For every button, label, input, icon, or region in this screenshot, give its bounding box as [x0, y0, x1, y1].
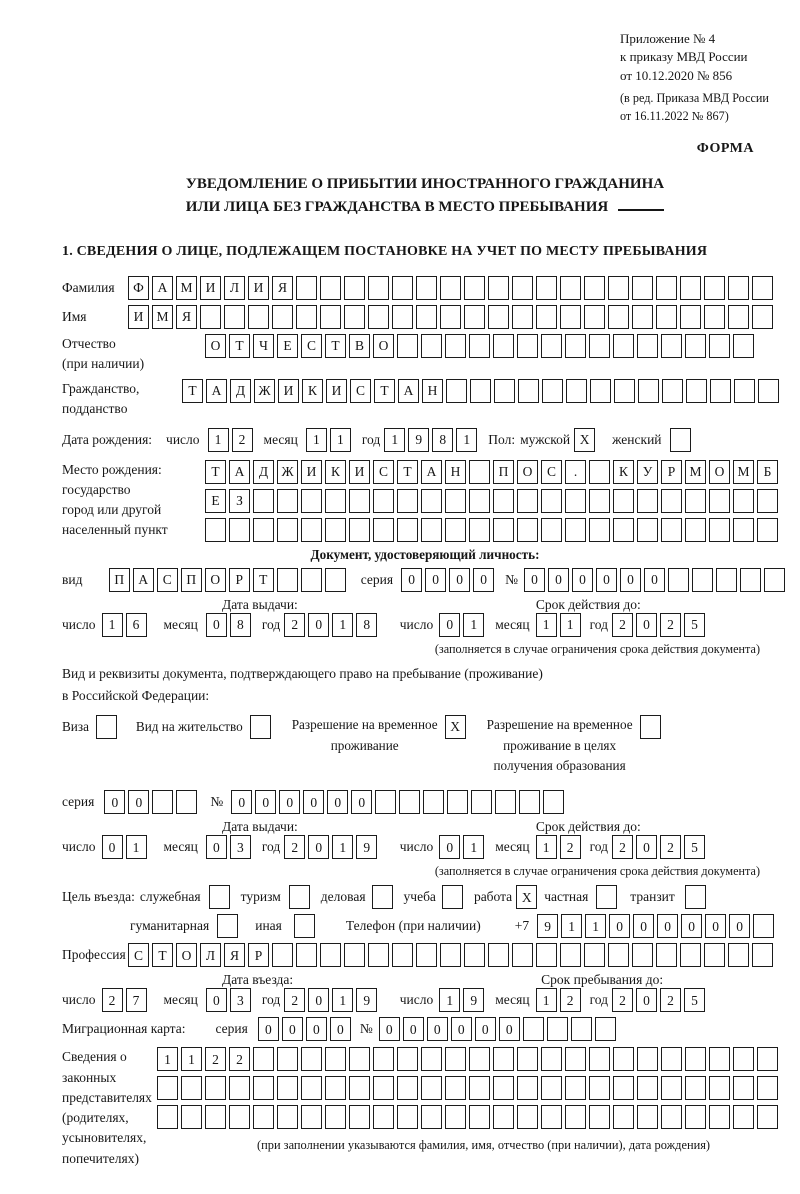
citizenship-input[interactable]: Т А Д Ж И К И С Т А Н: [182, 379, 782, 403]
temp-permit-edu-checkbox[interactable]: [640, 715, 664, 739]
day-label: число: [166, 431, 200, 447]
permit-until-month-input[interactable]: 1 2: [536, 835, 584, 859]
doc-type-label: вид: [62, 571, 83, 587]
legal-reps-note: (при заполнении указываются фамилия, имя, отчество (при наличии), дата рождения): [257, 1138, 711, 1153]
birthplace-label: Место рождения: государство город или другой населенный пункт: [62, 461, 168, 538]
doc-issue-date-label: Дата выдачи:: [222, 596, 298, 612]
permit-number-label: №: [210, 794, 224, 810]
legal-reps-input-row1[interactable]: 1 1 2 2: [157, 1047, 781, 1071]
purpose-row2: [62, 914, 788, 938]
year-label: год: [261, 992, 281, 1008]
residence-permit-option: [136, 715, 274, 739]
temp-permit-option: [292, 715, 469, 756]
day-label: число: [399, 616, 434, 632]
doc-number-label: №: [505, 571, 518, 587]
year-label: год: [261, 839, 281, 855]
purpose-work-label: работа: [473, 889, 513, 905]
doc-valid-until-label: Срок действия до:: [535, 596, 641, 612]
temp-permit-checkbox[interactable]: X: [445, 715, 469, 739]
purpose-work-checkbox[interactable]: X: [516, 885, 540, 909]
birthplace-input-row3[interactable]: [205, 518, 781, 542]
entry-day-input[interactable]: 2 7: [102, 988, 150, 1012]
day-label: число: [399, 839, 434, 855]
doc-issue-year-input[interactable]: 2 0 1 8: [284, 613, 380, 637]
month-label: месяц: [495, 839, 530, 855]
birth-day-input[interactable]: 1 2: [208, 428, 256, 452]
day-label: число: [62, 839, 96, 855]
purpose-humanitarian-label: гуманитарная: [130, 918, 210, 934]
birth-month-input[interactable]: 1 1: [306, 428, 354, 452]
entry-year-input[interactable]: 2 0 1 9: [284, 988, 380, 1012]
doc-until-month-input[interactable]: 1 1: [536, 613, 584, 637]
doc-dates-row: [62, 613, 788, 637]
profession-label: Профессия: [62, 947, 126, 963]
id-doc-row: [62, 568, 788, 592]
migration-card-label: Миграционная карта:: [62, 1021, 186, 1037]
doc-date-headers: [62, 597, 788, 613]
doc-until-day-input[interactable]: 0 1: [439, 613, 487, 637]
month-label: месяц: [263, 431, 298, 447]
sex-label: Пол:: [488, 431, 516, 447]
phone-prefix: +7: [514, 918, 530, 934]
visa-checkbox[interactable]: [96, 715, 120, 739]
month-label: месяц: [495, 616, 530, 632]
id-doc-heading: Документ, удостоверяющий личность:: [310, 546, 540, 562]
permit-issue-year-input[interactable]: 2 0 1 9: [284, 835, 380, 859]
day-label: число: [62, 616, 96, 632]
birthplace-input-row1[interactable]: Т А Д Ж И К И С Т А Н П О С . К У Р М О М Б: [205, 460, 781, 484]
purpose-study-checkbox[interactable]: [442, 885, 466, 909]
purpose-other-checkbox[interactable]: [294, 914, 318, 938]
month-label: месяц: [163, 992, 198, 1008]
given-name-row: [62, 305, 788, 329]
ref-line: к приказу МВД России: [620, 49, 748, 65]
female-label: женский: [612, 431, 662, 447]
entry-month-input[interactable]: 0 3: [206, 988, 254, 1012]
mig-number-label: №: [359, 1021, 373, 1037]
residence-doc-paragraph: Вид и реквизиты документа, подтверждающего право на пребывание (проживание) в Российской Федерации:: [62, 665, 543, 703]
form-title: [62, 173, 788, 220]
male-checkbox[interactable]: X: [574, 428, 598, 452]
residence-permit-label: Вид на жительство: [135, 719, 243, 735]
doc-type-input[interactable]: П А С П О Р Т: [109, 568, 349, 592]
year-label: год: [589, 616, 608, 632]
entry-date-headers: [62, 972, 788, 988]
ref-line: от 10.12.2020 № 856: [620, 67, 733, 83]
residence-permit-checkbox[interactable]: [250, 715, 274, 739]
form-title-line2: ИЛИ ЛИЦА БЕЗ ГРАЖДАНСТВА В МЕСТО ПРЕБЫВАНИЯ: [185, 199, 609, 216]
temp-permit-edu-option: [487, 715, 664, 776]
month-label: месяц: [163, 616, 198, 632]
permit-until-year-input[interactable]: 2 0 2 5: [612, 835, 708, 859]
year-label: год: [589, 992, 608, 1008]
doc-until-year-input[interactable]: 2 0 2 5: [612, 613, 708, 637]
mig-number-input[interactable]: 0 0 0 0 0 0: [379, 1017, 619, 1041]
doc-series-input[interactable]: 0 0 0 0: [401, 568, 497, 592]
permit-series-label: серия: [62, 794, 95, 810]
purpose-other-label: иная: [255, 918, 282, 934]
visa-label: Виза: [62, 719, 89, 735]
legal-reps-row: [62, 1047, 788, 1169]
stay-until-label: Срок пребывания до:: [541, 972, 664, 988]
temp-permit-edu-label: Разрешение на временное проживание в целях получения образования: [486, 717, 633, 773]
purpose-label: Цель въезда:: [62, 889, 135, 905]
surname-label: Фамилия: [62, 279, 115, 295]
permit-series-row: [62, 790, 788, 814]
purpose-official-checkbox[interactable]: [209, 885, 233, 909]
purpose-private-checkbox[interactable]: [596, 885, 620, 909]
legal-reps-input-row3[interactable]: [157, 1105, 781, 1129]
mig-series-label: серия: [215, 1021, 248, 1037]
year-label: год: [361, 431, 381, 447]
day-label: число: [399, 992, 434, 1008]
stay-until-month-input[interactable]: 1 2: [536, 988, 584, 1012]
purpose-private-label: частная: [544, 889, 589, 905]
profession-row: [62, 943, 788, 967]
month-label: месяц: [495, 992, 530, 1008]
given-name-label: Имя: [62, 308, 87, 324]
birthdate-row: [62, 428, 788, 452]
birthplace-row: [62, 460, 788, 542]
permit-issue-month-input[interactable]: 0 3: [206, 835, 254, 859]
purpose-study-label: учеба: [403, 889, 436, 905]
ref-line-edition: (в ред. Приказа МВД России: [620, 91, 769, 106]
residence-doc-checkboxes: [62, 715, 788, 776]
blank-line: [618, 197, 664, 211]
entry-date-label: Дата въезда:: [222, 972, 294, 988]
day-label: число: [62, 992, 96, 1008]
permit-valid-note: (заполняется в случае ограничения срока действия документа): [434, 864, 760, 879]
phone-label: Телефон (при наличии): [345, 918, 481, 934]
doc-valid-note: (заполняется в случае ограничения срока действия документа): [434, 641, 760, 656]
legal-reps-input-row2[interactable]: [157, 1076, 781, 1100]
permit-date-headers: [62, 819, 788, 835]
entry-purpose-row: [62, 885, 788, 909]
year-label: год: [261, 616, 281, 632]
ref-line: Приложение № 4: [620, 31, 716, 46]
doc-number-input[interactable]: 0 0 0 0 0 0: [524, 568, 788, 592]
patronymic-label: Отчество (при наличии): [62, 335, 145, 371]
birthplace-input-row2[interactable]: Е З: [205, 489, 781, 513]
female-checkbox[interactable]: [670, 428, 694, 452]
phone-input[interactable]: 9 1 1 0 0 0 0 0 0: [537, 914, 777, 938]
visa-option: [62, 715, 120, 739]
permit-series-input[interactable]: 0 0: [104, 790, 200, 814]
permit-valid-until-label: Срок действия до:: [535, 819, 641, 835]
doc-series-label: серия: [360, 571, 394, 587]
doc-issue-month-input[interactable]: 0 8: [206, 613, 254, 637]
given-name-input[interactable]: И М Я: [128, 305, 776, 329]
citizenship-label: Гражданство, подданство: [62, 381, 140, 417]
form-title-line1: УВЕДОМЛЕНИЕ О ПРИБЫТИИ ИНОСТРАННОГО ГРАЖДАНИНА: [185, 176, 665, 193]
permit-number-input[interactable]: 0 0 0 0 0 0: [231, 790, 567, 814]
temp-permit-label: Разрешение на временное проживание: [291, 717, 438, 753]
legal-reps-label: Сведения о законных представителях (родителях, усыновителях, попечителях): [62, 1049, 152, 1166]
forma-label: ФОРМА: [696, 141, 754, 157]
male-label: мужской: [520, 431, 571, 447]
surname-row: [62, 276, 788, 300]
patronymic-input[interactable]: О Т Ч Е С Т В О: [205, 334, 757, 358]
migration-card-row: [62, 1017, 788, 1041]
profession-input[interactable]: С Т О Л Я Р: [128, 943, 776, 967]
birthdate-label: Дата рождения:: [62, 431, 153, 447]
ref-line-edition: от 16.11.2022 № 867): [620, 108, 729, 123]
section1-heading: 1. СВЕДЕНИЯ О ЛИЦЕ, ПОДЛЕЖАЩЕМ ПОСТАНОВКЕ НА УЧЕТ ПО МЕСТУ ПРЕБЫВАНИЯ: [62, 243, 708, 259]
entry-dates-row: [62, 988, 788, 1012]
stay-until-year-input[interactable]: 2 0 2 5: [612, 988, 708, 1012]
permit-issue-day-input[interactable]: 0 1: [102, 835, 150, 859]
purpose-tourism-checkbox[interactable]: [289, 885, 313, 909]
surname-input[interactable]: Ф А М И Л И Я: [128, 276, 776, 300]
purpose-humanitarian-checkbox[interactable]: [217, 914, 241, 938]
doc-issue-day-input[interactable]: 1 6: [102, 613, 150, 637]
citizenship-row: [62, 379, 788, 420]
mig-series-input[interactable]: 0 0 0 0: [258, 1017, 354, 1041]
purpose-business-label: деловая: [320, 889, 366, 905]
patronymic-row: [62, 334, 788, 375]
permit-dates-row: [62, 835, 788, 859]
month-label: месяц: [163, 839, 198, 855]
purpose-business-checkbox[interactable]: [372, 885, 396, 909]
permit-until-day-input[interactable]: 0 1: [439, 835, 487, 859]
permit-issue-date-label: Дата выдачи:: [222, 819, 298, 835]
purpose-official-label: служебная: [139, 889, 201, 905]
stay-until-day-input[interactable]: 1 9: [439, 988, 487, 1012]
year-label: год: [589, 839, 608, 855]
purpose-tourism-label: туризм: [240, 889, 281, 905]
birth-year-input[interactable]: 1 9 8 1: [384, 428, 480, 452]
purpose-transit-label: транзит: [630, 889, 675, 905]
reference-block: [620, 30, 788, 125]
purpose-transit-checkbox[interactable]: [685, 885, 709, 909]
